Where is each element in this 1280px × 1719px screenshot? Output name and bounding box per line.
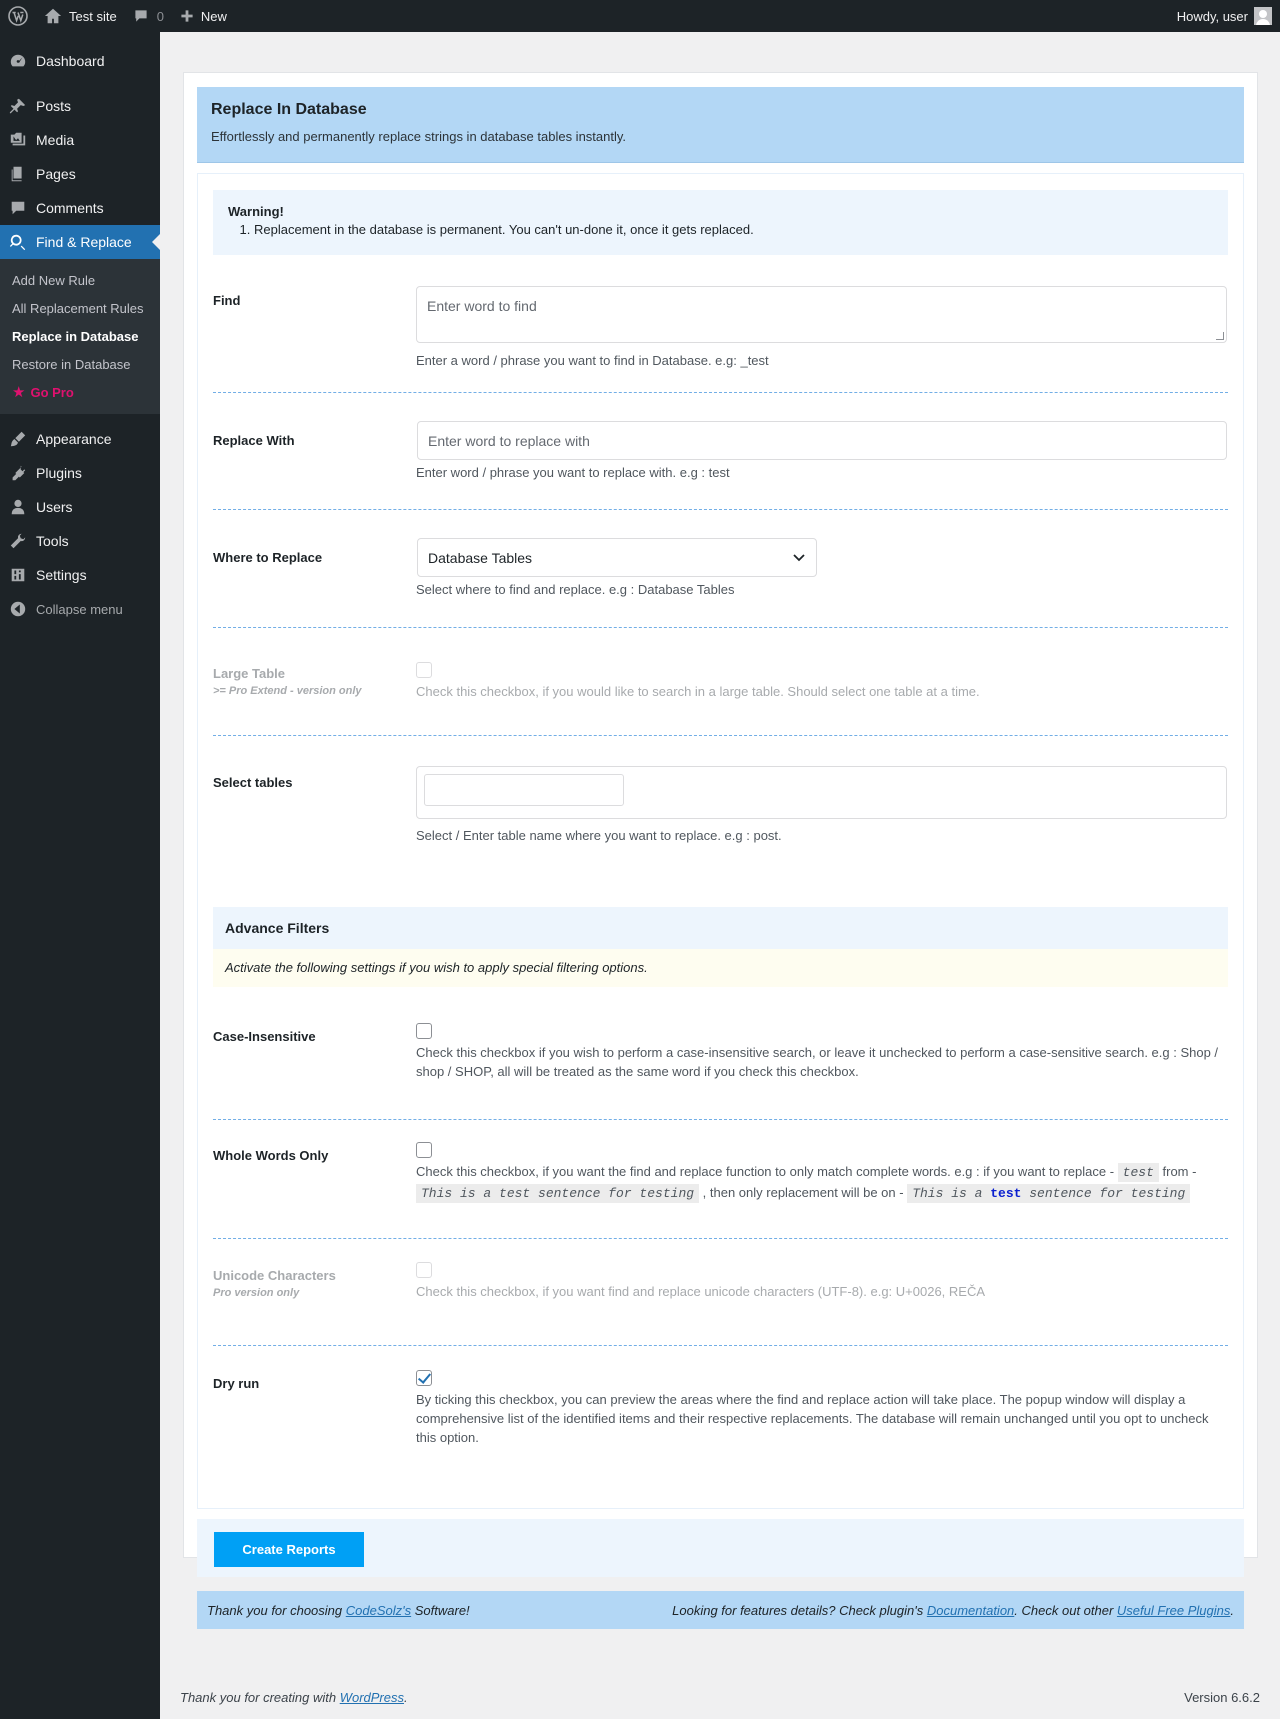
table-search-field[interactable]	[424, 774, 624, 806]
unicode-description: Check this checkbox, if you want find and replace unicode characters (UTF-8). e.g: U+0026, REČA	[416, 1284, 986, 1299]
case-insensitive-checkbox[interactable]	[416, 1023, 432, 1039]
warning-box	[213, 190, 1228, 255]
unicode-checkbox	[416, 1262, 432, 1278]
large-table-description: Check this checkbox, if you would like to search in a large table. Should select one table at a time.	[416, 684, 980, 699]
star-icon: ★	[12, 384, 26, 401]
menu-label: Posts	[36, 98, 72, 114]
warning-title: Warning!	[228, 204, 284, 219]
wordpress-logo-icon[interactable]	[0, 0, 36, 32]
menu-label: Users	[36, 499, 73, 515]
large-table-label	[213, 666, 362, 697]
where-select[interactable]	[417, 538, 817, 577]
menu-item-users[interactable]	[0, 490, 160, 524]
media-icon	[0, 131, 36, 149]
codesolz-link[interactable]: CodeSolz's	[345, 1602, 412, 1618]
avatar	[1254, 7, 1272, 25]
code-part: sentence for testing	[1029, 1186, 1186, 1201]
useful-free-plugins-link[interactable]: Useful Free Plugins	[1116, 1602, 1231, 1618]
divider	[213, 392, 1228, 393]
select-tables-label: Select tables	[213, 775, 293, 790]
admin-sidebar	[0, 32, 160, 1719]
divider	[213, 1238, 1228, 1239]
submenu-label: Go Pro	[30, 384, 74, 400]
find-description: Enter a word / phrase you want to find in Database. e.g: _test	[416, 353, 769, 368]
whole-words-text: , then only replacement will be on -	[702, 1185, 904, 1200]
comments-count: 0	[156, 8, 164, 24]
dry-run-label: Dry run	[213, 1376, 260, 1391]
plugin-footer-right	[672, 1603, 1234, 1618]
whole-words-text: from -	[1162, 1164, 1197, 1179]
large-table-checkbox	[416, 662, 432, 678]
divider	[213, 1345, 1228, 1346]
documentation-link[interactable]: Documentation	[926, 1602, 1015, 1618]
submenu-label: Add New Rule	[12, 272, 96, 288]
code-part: This is a	[912, 1186, 983, 1201]
select-tables-description: Select / Enter table name where you want to replace. e.g : post.	[416, 828, 782, 843]
menu-label: Settings	[36, 567, 87, 583]
menu-item-posts[interactable]	[0, 89, 160, 123]
unicode-row	[213, 1268, 1228, 1328]
comment-icon	[0, 199, 36, 217]
unicode-pro-note: Pro version only	[213, 1287, 300, 1299]
divider	[213, 735, 1228, 736]
menu-label: Media	[36, 132, 75, 148]
divider	[213, 509, 1228, 510]
divider	[213, 1119, 1228, 1120]
submenu-label: All Replacement Rules	[12, 300, 144, 316]
admin-bar	[0, 0, 1280, 32]
menu-label: Plugins	[36, 465, 82, 481]
comment-icon	[133, 8, 149, 24]
chevron-down-icon	[792, 553, 806, 563]
plugin-footer	[197, 1591, 1244, 1629]
code-sample: This is a test sentence for testing	[416, 1184, 699, 1203]
whole-words-label: Whole Words Only	[213, 1148, 329, 1163]
comments-link[interactable]	[125, 0, 172, 32]
menu-item-media[interactable]	[0, 123, 160, 157]
dry-run-row	[213, 1376, 1228, 1466]
submenu-label: Restore in Database	[12, 356, 131, 372]
brush-icon	[0, 430, 36, 448]
large-table-label-text: Large Table	[213, 666, 286, 681]
wordpress-link[interactable]: WordPress	[339, 1690, 404, 1705]
submenu-restore-in-database[interactable]	[0, 350, 160, 378]
footer-text: . Check out other	[1014, 1602, 1114, 1618]
case-insensitive-label: Case-Insensitive	[213, 1029, 316, 1044]
page-header	[197, 87, 1244, 163]
footer-text: .	[404, 1690, 408, 1705]
collapse-menu-button[interactable]	[0, 592, 160, 626]
new-label: New	[200, 8, 227, 24]
replace-description: Enter word / phrase you want to replace with. e.g : test	[416, 465, 730, 480]
pin-icon	[0, 97, 36, 115]
footer-text: .	[1230, 1602, 1234, 1618]
submenu-replace-in-database[interactable]	[0, 322, 160, 350]
menu-label: Dashboard	[36, 53, 105, 69]
where-description: Select where to find and replace. e.g : Database Tables	[416, 582, 735, 597]
advance-filters-note: Activate the following settings if you wish to apply special filtering options.	[213, 949, 1228, 987]
user-icon	[0, 498, 36, 516]
home-icon	[44, 7, 62, 25]
menu-label: Appearance	[36, 431, 112, 447]
warning-item: 1. Replacement in the database is permanent. You can't un-done it, once it gets replaced.	[254, 222, 1213, 237]
divider	[213, 627, 1228, 628]
howdy-text: Howdy, user	[1176, 8, 1248, 24]
replace-row	[213, 433, 1228, 493]
footer-text: Looking for features details? Check plugin's	[672, 1602, 924, 1618]
case-insensitive-description: Check this checkbox if you wish to perform a case-insensitive search, or leave it unchecked to perform a case-sensitive search. e.g : Shop / shop / SHOP, all will be treated as the same word if you check this checkbox.	[416, 1045, 1219, 1079]
action-bar	[197, 1519, 1244, 1577]
menu-item-tools[interactable]	[0, 524, 160, 558]
submenu-add-new-rule[interactable]	[0, 266, 160, 294]
plugin-footer-left	[207, 1603, 470, 1618]
footer-text: Software!	[414, 1602, 470, 1618]
find-replace-submenu	[0, 259, 160, 414]
menu-item-find-replace[interactable]	[0, 225, 160, 259]
settings-icon	[0, 566, 36, 584]
wrench-icon	[0, 532, 36, 550]
create-reports-button[interactable]: Create Reports	[214, 1532, 364, 1567]
submenu-go-pro[interactable]	[0, 378, 160, 406]
submenu-all-replacement-rules[interactable]	[0, 294, 160, 322]
plug-icon	[0, 464, 36, 482]
find-row	[213, 293, 1228, 383]
code-highlight: test	[990, 1186, 1022, 1201]
plus-icon	[180, 9, 194, 23]
menu-item-plugins[interactable]	[0, 456, 160, 490]
menu-item-appearance[interactable]	[0, 422, 160, 456]
replace-label: Replace With	[213, 433, 295, 448]
dry-run-description: By ticking this checkbox, you can preview the areas where the find and replace action will take place. The popup window will display a comprehensive list of the identified items and their respective replacements. The database will remain unchanged until you opt to uncheck this option.	[416, 1392, 1209, 1445]
code-sample: test	[1118, 1163, 1159, 1182]
whole-words-description	[416, 1162, 1227, 1204]
advance-filters-heading: Advance Filters	[213, 907, 1228, 949]
where-label: Where to Replace	[213, 550, 323, 565]
wp-footer-thanks	[180, 1690, 408, 1705]
unicode-label	[213, 1268, 336, 1299]
large-table-pro-note: >= Pro Extend - version only	[213, 685, 362, 697]
submenu-label: Replace in Database	[12, 328, 139, 344]
where-selected-value: Database Tables	[428, 549, 533, 566]
whole-words-checkbox[interactable]	[416, 1142, 432, 1158]
wp-version: Version 6.6.2	[1184, 1690, 1260, 1705]
page-title: Replace In Database	[211, 101, 367, 118]
find-input[interactable]	[416, 286, 1227, 343]
site-name: Test site	[69, 8, 117, 24]
menu-label: Pages	[36, 166, 76, 182]
new-content-link[interactable]	[172, 0, 235, 32]
menu-item-settings[interactable]	[0, 558, 160, 592]
whole-words-row	[213, 1148, 1228, 1218]
menu-item-dashboard[interactable]	[0, 44, 160, 78]
menu-label: Tools	[36, 533, 69, 549]
menu-label: Collapse menu	[36, 601, 123, 617]
search-replace-icon	[0, 233, 36, 251]
page-subtitle: Effortlessly and permanently replace strings in database tables instantly.	[211, 129, 627, 144]
footer-text: Thank you for choosing	[207, 1602, 343, 1618]
code-sample	[907, 1184, 1190, 1203]
unicode-label-text: Unicode Characters	[213, 1268, 336, 1283]
site-name-link[interactable]	[36, 0, 125, 32]
select-tables-input[interactable]	[416, 766, 1227, 819]
large-table-row	[213, 666, 1228, 726]
replace-placeholder: Enter word to replace with	[428, 432, 590, 449]
dashboard-icon	[0, 52, 36, 70]
collapse-icon	[0, 600, 36, 618]
form-container	[197, 173, 1244, 1509]
find-placeholder: Enter word to find	[427, 298, 537, 314]
pages-icon	[0, 165, 36, 183]
dry-run-checkbox[interactable]	[416, 1370, 432, 1386]
footer-text: Thank you for creating with	[180, 1690, 337, 1705]
replace-input[interactable]	[417, 421, 1227, 460]
user-account-menu[interactable]	[1169, 0, 1280, 32]
find-label: Find	[213, 293, 241, 308]
plugin-panel	[183, 72, 1258, 1618]
menu-label: Find & Replace	[36, 234, 132, 250]
whole-words-text: Check this checkbox, if you want the find and replace function to only match complete words. e.g : if you want to replace -	[416, 1164, 1115, 1179]
case-insensitive-row	[213, 1029, 1228, 1099]
menu-label: Comments	[36, 200, 104, 216]
select-tables-row	[213, 775, 1228, 865]
where-row	[213, 550, 1228, 610]
menu-item-comments[interactable]	[0, 191, 160, 225]
menu-item-pages[interactable]	[0, 157, 160, 191]
